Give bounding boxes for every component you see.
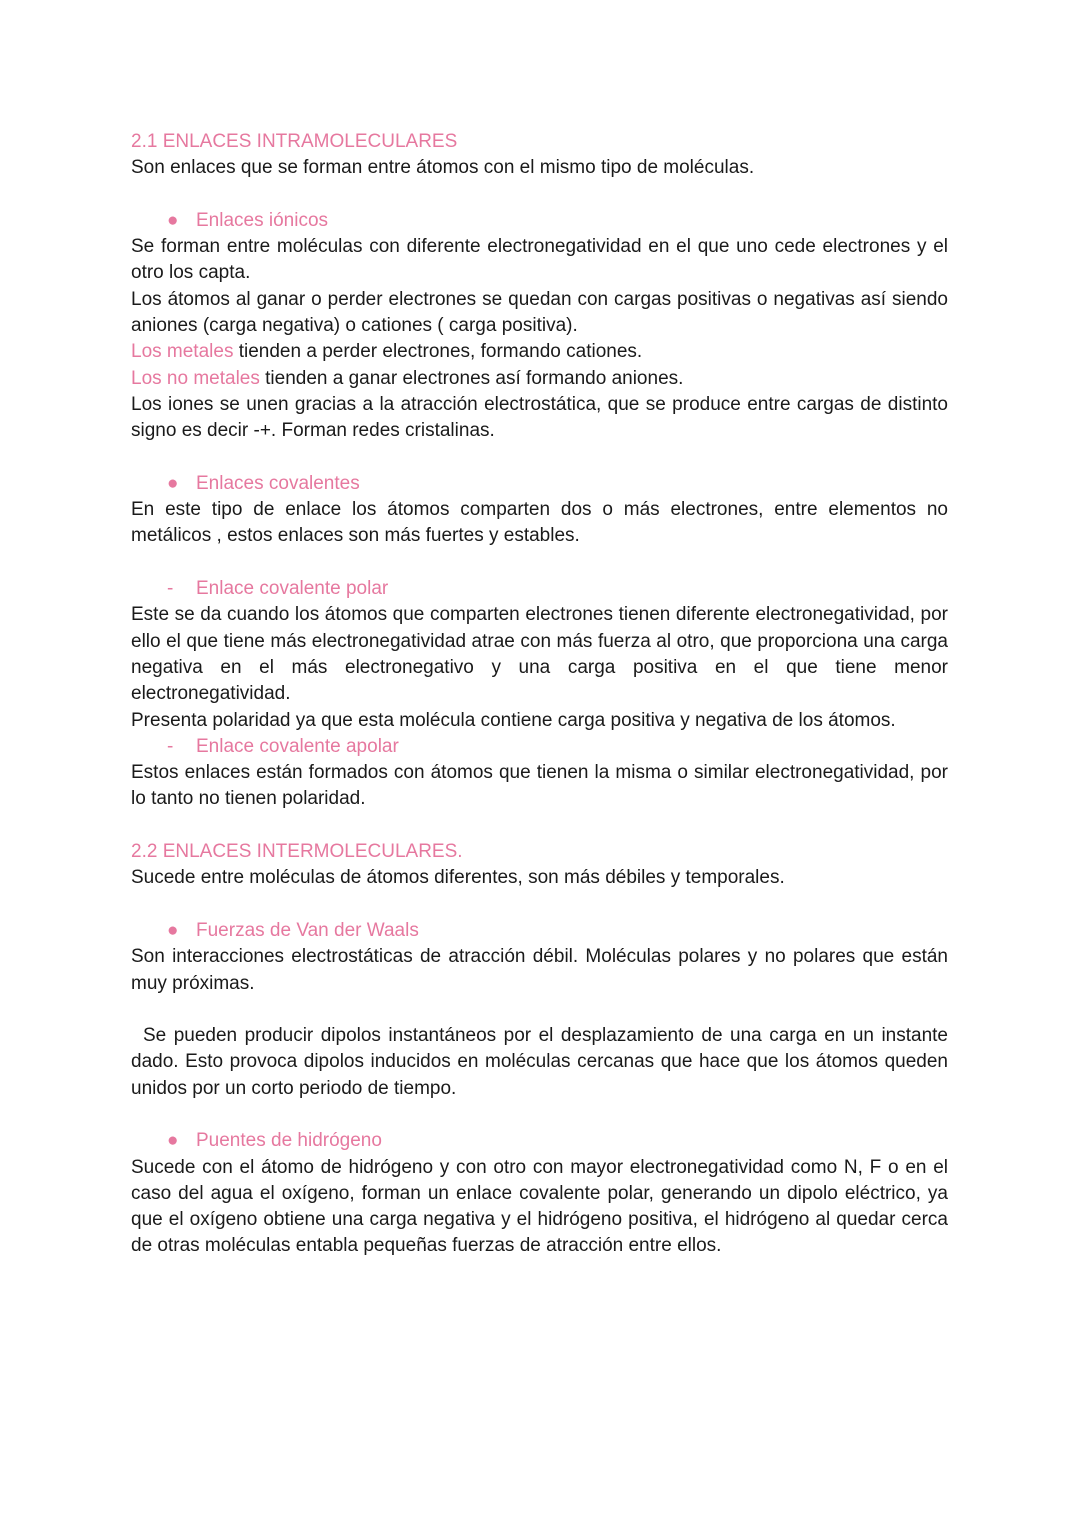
subheading-apolar xyxy=(131,734,948,760)
subheading-ionic xyxy=(131,208,948,234)
section-intro-intermolecular: Sucede entre moléculas de átomos diferentes, son más débiles y temporales. xyxy=(131,867,785,889)
spacer xyxy=(131,997,948,1023)
subheading-label: Enlaces covalentes xyxy=(196,472,360,494)
spacer xyxy=(131,182,948,208)
hbond-paragraph-1: Sucede con el átomo de hidrógeno y con otro con mayor electronegatividad como N, F o en el caso del agua el oxígeno, forman un enlace covalente polar, generando un dipolo eléctrico, ya que el oxígeno obtiene una carga negativa y el hidrógeno positiva, el hidrógeno al quedar cerca de otras moléculas entabla pequeñas fuerzas de atracción entre ellos. xyxy=(131,1156,948,1257)
apolar-paragraph-1: Estos enlaces están formados con átomos que tienen la misma o similar electronegatividad, por lo tanto no tienen polaridad. xyxy=(131,762,948,810)
dash-marker-icon: - xyxy=(167,578,174,600)
ionic-paragraph-1: Se forman entre moléculas con diferente electronegatividad en el que uno cede electrones y el otro los capta. xyxy=(131,236,948,284)
subheading-label: Fuerzas de Van der Waals xyxy=(196,919,419,941)
subheading-label: Puentes de hidrógeno xyxy=(196,1130,382,1152)
ionic-paragraph-2: Los átomos al ganar o perder electrones se quedan con cargas positivas o negativas así siendo aniones (carga negativa) o cationes ( carga positiva). xyxy=(131,288,948,337)
subheading-polar xyxy=(131,576,948,602)
bullet-dot-icon: ● xyxy=(167,209,179,231)
ionic-paragraph-3: Los iones se unen gracias a la atracción electrostática, que se produce entre cargas de distinto signo es decir -+. Forman redes cristalinas. xyxy=(131,393,948,442)
bullet-dot-icon: ● xyxy=(167,472,179,494)
nonmetals-label: Los no metales xyxy=(131,367,260,389)
polar-paragraph-2: Presenta polaridad ya que esta molécula contiene carga positiva y negativa de los átomos. xyxy=(131,709,896,731)
subheading-hydrogen-bonds xyxy=(131,1128,948,1154)
spacer xyxy=(131,445,948,471)
document-page xyxy=(131,129,948,1260)
section-intro-intramolecular: Son enlaces que se forman entre átomos con el mismo tipo de moléculas. xyxy=(131,157,755,179)
spacer xyxy=(131,550,948,576)
ionic-metals-line xyxy=(131,339,948,365)
subheading-label: Enlace covalente apolar xyxy=(196,735,399,757)
ionic-nonmetals-line xyxy=(131,366,948,392)
polar-paragraph-1: Este se da cuando los átomos que comparten electrones tienen diferente electronegatividad, por ello el que tiene más electronegatividad atrae con más fuerza al otro, que proporciona una carga negativa en el más electronegativo y una carga positiva en el que tiene menor electronegatividad. xyxy=(131,604,948,705)
subheading-label: Enlaces iónicos xyxy=(196,209,329,231)
spacer xyxy=(131,1102,948,1128)
subheading-van-der-waals xyxy=(131,918,948,944)
subheading-label: Enlace covalente polar xyxy=(196,578,389,600)
section-heading-intermolecular: 2.2 ENLACES INTERMOLECULARES. xyxy=(131,841,463,863)
vdw-paragraph-1: Son interacciones electrostáticas de atracción débil. Moléculas polares y no polares que están muy próximas. xyxy=(131,946,948,994)
bullet-dot-icon: ● xyxy=(167,919,179,941)
covalent-paragraph-1: En este tipo de enlace los átomos comparten dos o más electrones, entre elementos no metálicos , estos enlaces son más fuertes y estables. xyxy=(131,499,948,547)
spacer xyxy=(131,892,948,918)
metals-label: Los metales xyxy=(131,341,234,363)
section-heading-intramolecular: 2.1 ENLACES INTRAMOLECULARES xyxy=(131,131,458,152)
dash-marker-icon: - xyxy=(167,735,174,757)
vdw-paragraph-2: Se pueden producir dipolos instantáneos por el desplazamiento de una carga en un instante dado. Esto provoca dipolos inducidos en moléculas cercanas que hace que los átomos queden unidos por un corto periodo de tiempo. xyxy=(131,1025,948,1099)
spacer xyxy=(131,813,948,839)
bullet-dot-icon: ● xyxy=(167,1130,179,1152)
nonmetals-text: tienden a ganar electrones así formando aniones. xyxy=(259,367,684,389)
subheading-covalent xyxy=(131,471,948,497)
metals-text: tienden a perder electrones, formando cationes. xyxy=(233,341,643,363)
